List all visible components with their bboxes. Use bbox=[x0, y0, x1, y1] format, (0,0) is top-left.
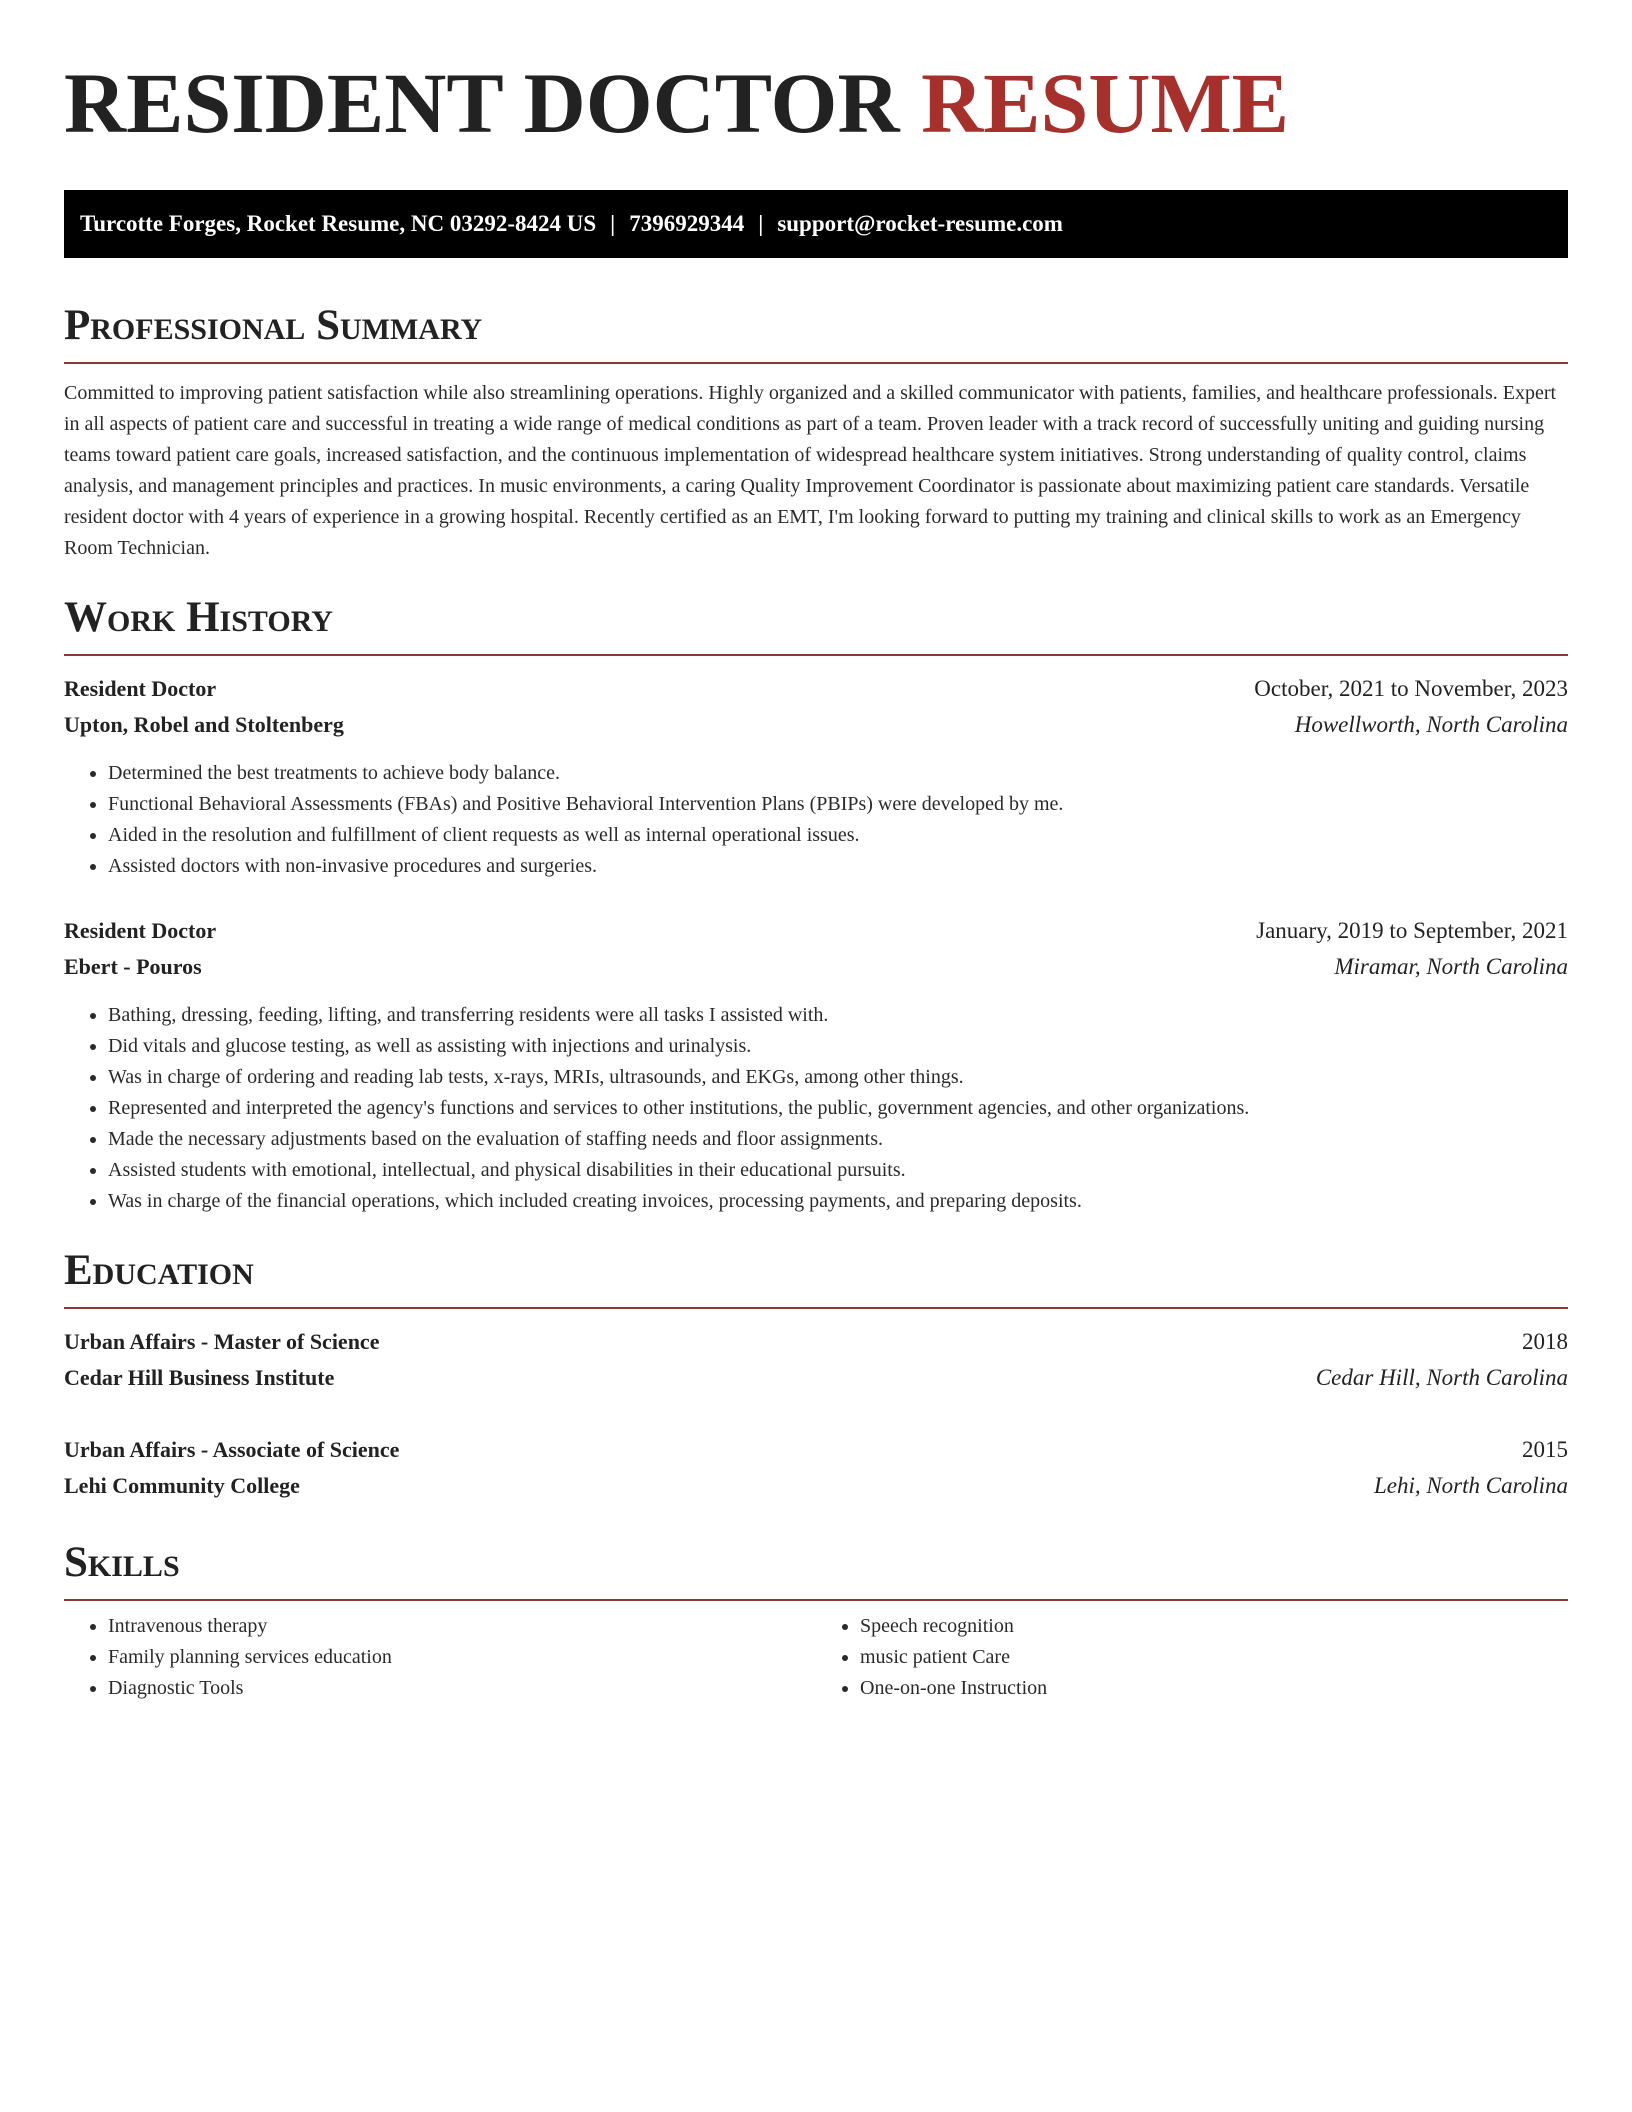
job-bullet: • Did vitals and glucose testing, as well as assisting with injections and urinalysis. bbox=[108, 1031, 1568, 1062]
education-degree-row bbox=[64, 1329, 1568, 1365]
contact-separator: | bbox=[758, 211, 764, 236]
contact-address: Turcotte Forges, Rocket Resume, NC 03292-8424 US bbox=[80, 211, 597, 236]
summary-heading: Professional Summary bbox=[64, 302, 1568, 364]
skill-item: • One-on-one Instruction bbox=[860, 1673, 1568, 1704]
job-bullets bbox=[64, 758, 1568, 882]
job-dates: January, 2019 to September, 2021 bbox=[1256, 918, 1568, 943]
education-degree: Urban Affairs - Master of Science bbox=[64, 1329, 380, 1354]
job-bullet: • Aided in the resolution and fulfillment of client requests as well as internal operational issues. bbox=[108, 820, 1568, 851]
job-location: Miramar, North Carolina bbox=[1334, 954, 1568, 979]
job-company: Ebert - Pouros bbox=[64, 954, 202, 979]
job-header-row bbox=[64, 918, 1568, 954]
skill-item: • Intravenous therapy bbox=[108, 1611, 816, 1642]
job-bullet: • Determined the best treatments to achieve body balance. bbox=[108, 758, 1568, 789]
education-location: Cedar Hill, North Carolina bbox=[1315, 1365, 1568, 1390]
job-bullet: • Represented and interpreted the agency's functions and services to other institutions, the public, government agencies, and other organizations. bbox=[108, 1093, 1568, 1124]
job-company-row bbox=[64, 712, 1568, 748]
skills-heading: Skills bbox=[64, 1539, 1568, 1601]
job-bullet: • Assisted doctors with non-invasive procedures and surgeries. bbox=[108, 851, 1568, 882]
skills-column-right bbox=[816, 1611, 1568, 1704]
education-year: 2018 bbox=[1522, 1329, 1568, 1354]
contact-separator: | bbox=[610, 211, 616, 236]
job-header-row bbox=[64, 676, 1568, 712]
job-role: Resident Doctor bbox=[64, 918, 217, 943]
education-section bbox=[64, 1247, 1568, 1509]
job-bullets bbox=[64, 1000, 1568, 1217]
education-degree: Urban Affairs - Associate of Science bbox=[64, 1437, 400, 1462]
job-entry bbox=[64, 918, 1568, 1217]
contact-bar bbox=[64, 190, 1568, 258]
skills-section bbox=[64, 1539, 1568, 1704]
job-bullet: • Was in charge of the financial operations, which included creating invoices, processing payments, and preparing deposits. bbox=[108, 1186, 1568, 1217]
job-company-row bbox=[64, 954, 1568, 990]
work-history-heading: Work History bbox=[64, 594, 1568, 656]
education-school-row bbox=[64, 1473, 1568, 1509]
job-bullet: • Functional Behavioral Assessments (FBAs) and Positive Behavioral Intervention Plans (PBIPs) were developed by me. bbox=[108, 789, 1568, 820]
work-history-section bbox=[64, 594, 1568, 1217]
education-heading: Education bbox=[64, 1247, 1568, 1309]
title-main: RESIDENT DOCTOR bbox=[64, 55, 900, 151]
job-location: Howellworth, North Carolina bbox=[1294, 712, 1568, 737]
skills-column-left bbox=[64, 1611, 816, 1704]
education-school: Lehi Community College bbox=[64, 1473, 300, 1498]
resume-title bbox=[64, 0, 1568, 151]
education-school: Cedar Hill Business Institute bbox=[64, 1365, 335, 1390]
education-entry bbox=[64, 1437, 1568, 1509]
contact-phone: 7396929344 bbox=[629, 211, 745, 236]
skills-grid bbox=[64, 1611, 1568, 1704]
job-bullet: • Bathing, dressing, feeding, lifting, and transferring residents were all tasks I assisted with. bbox=[108, 1000, 1568, 1031]
education-degree-row bbox=[64, 1437, 1568, 1473]
skill-item: • Diagnostic Tools bbox=[108, 1673, 816, 1704]
job-bullet: • Was in charge of ordering and reading lab tests, x-rays, MRIs, ultrasounds, and EKGs, among other things. bbox=[108, 1062, 1568, 1093]
summary-section bbox=[64, 302, 1568, 564]
contact-email: support@rocket-resume.com bbox=[777, 211, 1063, 236]
job-role: Resident Doctor bbox=[64, 676, 217, 701]
summary-text: Committed to improving patient satisfaction while also streamlining operations. Highly organized and a skilled communicator with patients, families, and healthcare professionals. Expert in all aspects of patient care and successful in treating a wide range of medical conditions as part of a team. Proven leader with a track record of successfully uniting and guiding nursing teams toward patient care goals, increased satisfaction, and the continuous implementation of widespread healthcare system initiatives. Strong understanding of quality control, claims analysis, and management principles and practices. In music environments, a caring Quality Improvement Coordinator is passionate about maximizing patient care standards. Versatile resident doctor with 4 years of experience in a growing hospital. Recently certified as an EMT, I'm looking forward to putting my training and clinical skills to work as an Emergency Room Technician. bbox=[64, 382, 1557, 559]
job-bullet: • Made the necessary adjustments based on the evaluation of staffing needs and floor assignments. bbox=[108, 1124, 1568, 1155]
education-location: Lehi, North Carolina bbox=[1373, 1473, 1568, 1498]
job-entry bbox=[64, 676, 1568, 882]
title-accent: RESUME bbox=[921, 55, 1289, 151]
job-dates: October, 2021 to November, 2023 bbox=[1254, 676, 1568, 701]
job-company: Upton, Robel and Stoltenberg bbox=[64, 712, 344, 737]
skill-item: • Speech recognition bbox=[860, 1611, 1568, 1642]
job-bullet: • Assisted students with emotional, intellectual, and physical disabilities in their educational pursuits. bbox=[108, 1155, 1568, 1186]
education-year: 2015 bbox=[1522, 1437, 1568, 1462]
skill-item: • music patient Care bbox=[860, 1642, 1568, 1673]
skill-item: • Family planning services education bbox=[108, 1642, 816, 1673]
education-school-row bbox=[64, 1365, 1568, 1401]
education-entry bbox=[64, 1329, 1568, 1401]
